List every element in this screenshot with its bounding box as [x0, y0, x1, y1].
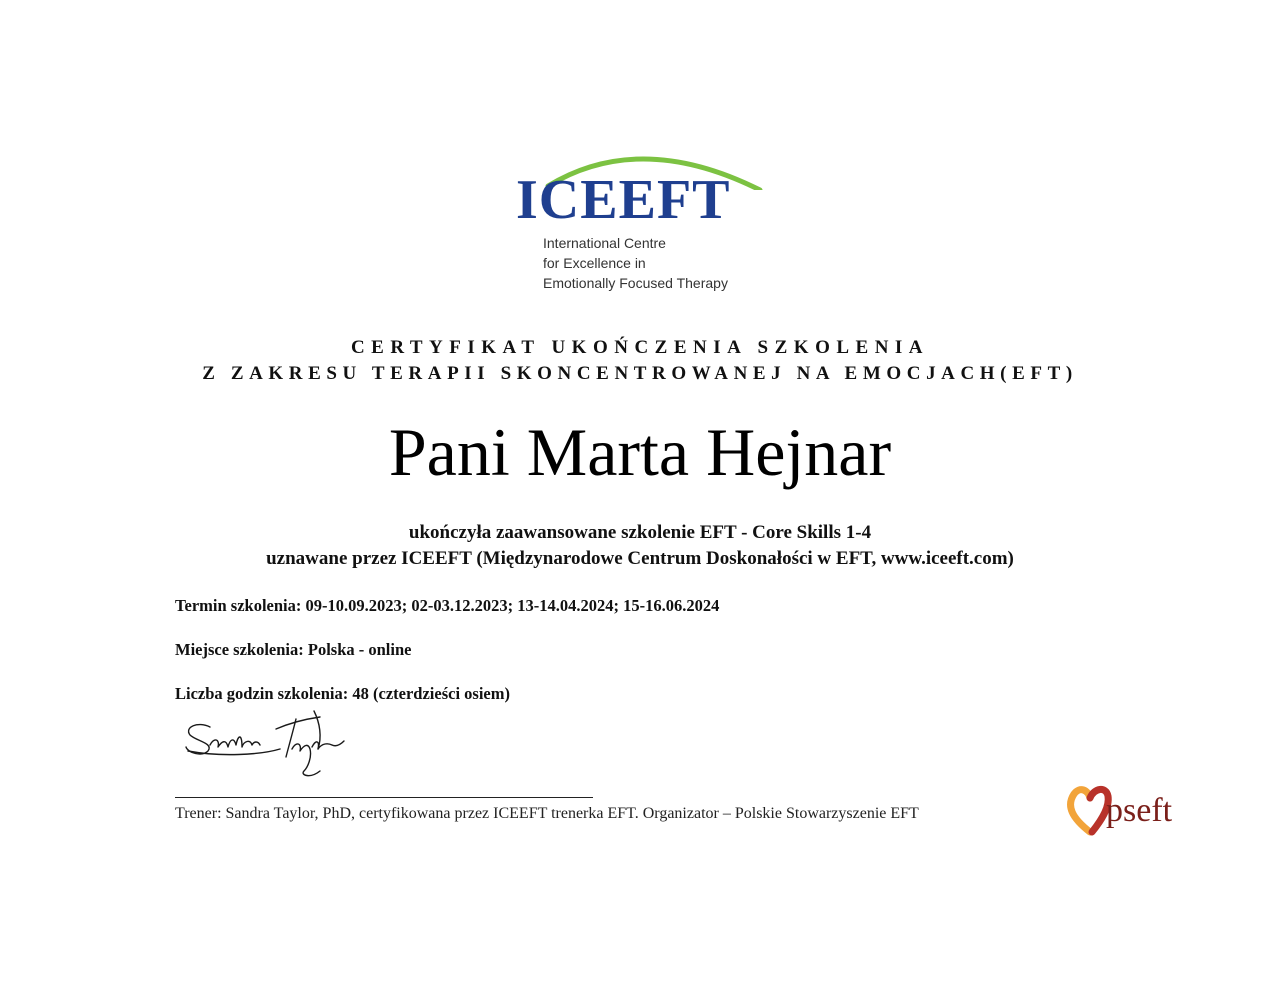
trainer-organizer-footer: Trener: Sandra Taylor, PhD, certyfikowana przez ICEEFT trenerka EFT. Organizator – Polskie Stowarzyszenie EFT	[175, 805, 919, 822]
training-place: Miejsce szkolenia: Polska - online	[175, 640, 412, 659]
pseft-wordmark: pseft	[1106, 792, 1173, 829]
signature-line	[175, 797, 593, 798]
logo-tagline-line-3: Emotionally Focused Therapy	[543, 275, 728, 291]
recipient-name: Pani Marta Hejnar	[388, 414, 892, 490]
certificate-title-line-1: CERTYFIKAT UKOŃCZENIA SZKOLENIA	[350, 337, 930, 358]
completion-statement-line-2: uznawane przez ICEEFT (Międzynarodowe Centrum Doskonałości w EFT, www.iceeft.com)	[266, 548, 1014, 569]
training-hours: Liczba godzin szkolenia: 48 (czterdzieści osiem)	[175, 684, 510, 703]
certificate-title-line-2: Z ZAKRESU TERAPII SKONCENTROWANEJ NA EMOCJACH(EFT)	[202, 363, 1078, 384]
logo-tagline-line-2: for Excellence in	[543, 255, 646, 271]
trainer-signature	[180, 705, 350, 785]
completion-statement-line-1: ukończyła zaawansowane szkolenie EFT - Core Skills 1-4	[408, 522, 872, 543]
logo-wordmark: ICEEFT	[516, 169, 731, 231]
training-dates: Termin szkolenia: 09-10.09.2023; 02-03.12.2023; 13-14.04.2024; 15-16.06.2024	[175, 596, 720, 615]
logo-tagline-line-1: International Centre	[543, 235, 666, 251]
pseft-logo	[1066, 780, 1198, 840]
iceeft-logo	[510, 140, 780, 300]
